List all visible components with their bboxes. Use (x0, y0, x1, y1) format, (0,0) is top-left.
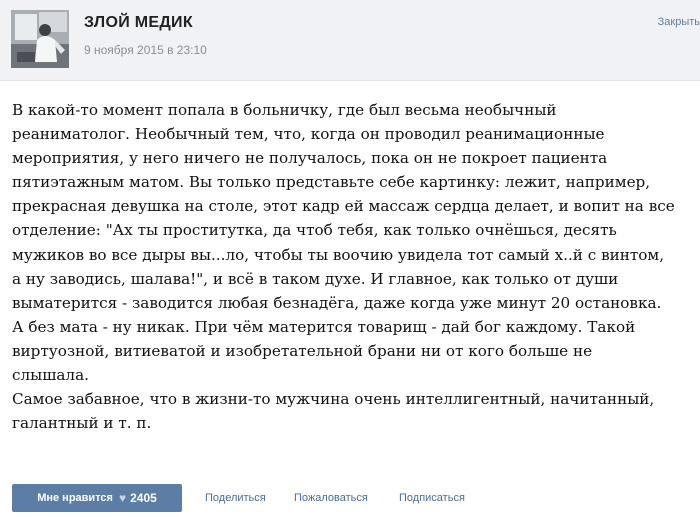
post-line: реаниматолог. Необычный тем, что, когда он проводил реанимационные (12, 125, 605, 144)
heart-icon: ♥ (118, 491, 127, 505)
post-line: галантный и т. п. (12, 414, 152, 433)
close-link[interactable]: Закрыть (657, 16, 700, 28)
like-label: Мне нравится (37, 492, 113, 504)
report-link[interactable]: Пожаловаться (294, 492, 368, 504)
post-line: слышала. (12, 366, 89, 385)
post-line: мужиков во все дыры вы...ло, чтобы ты воочию увидела тот самый х..й с винтом, (12, 245, 665, 264)
like-button[interactable] (12, 484, 182, 512)
post-line: прекрасная девушка на столе, этот кадр ей массаж сердца делает, и вопит на все (12, 197, 675, 216)
post-line: а ну заводись, шалава!", и всё в таком духе. И главное, как только от души (12, 269, 619, 288)
post-text (12, 98, 698, 435)
subscribe-link[interactable]: Подписаться (399, 492, 465, 504)
post-line: виртуозной, витиеватой и изобретательной брани ни от кого больше не (12, 341, 593, 360)
page-name[interactable]: ЗЛОЙ МЕДИК (84, 14, 193, 31)
post-line: В какой-то момент попала в больничку, где был весьма необычный (12, 101, 557, 119)
share-link[interactable]: Поделиться (205, 492, 266, 504)
post-line: мероприятия, у него ничего не получалось, пока он не покроет пациента (12, 149, 608, 168)
post-line: Самое забавное, что в жизни-то мужчина очень интеллигентный, начитанный, (12, 390, 655, 409)
post-line: пятиэтажным матом. Вы только представьте себе картинку: лежит, например, (12, 173, 651, 192)
post-line: выматерится - заводится любая безнадёга, даже когда уже минут 20 остановка. (12, 293, 662, 312)
post-line: отделение: "Ах ты проститутка, да чтоб тебя, как только очнёшься, десять (12, 221, 617, 240)
post-line: А без мата - ну никак. При чём матерится товарищ - дай бог каждому. Такой (12, 317, 636, 336)
post-header (0, 0, 700, 81)
like-count: 2405 (130, 491, 157, 505)
post-date[interactable]: 9 ноября 2015 в 23:10 (84, 43, 207, 57)
avatar[interactable] (11, 10, 69, 68)
